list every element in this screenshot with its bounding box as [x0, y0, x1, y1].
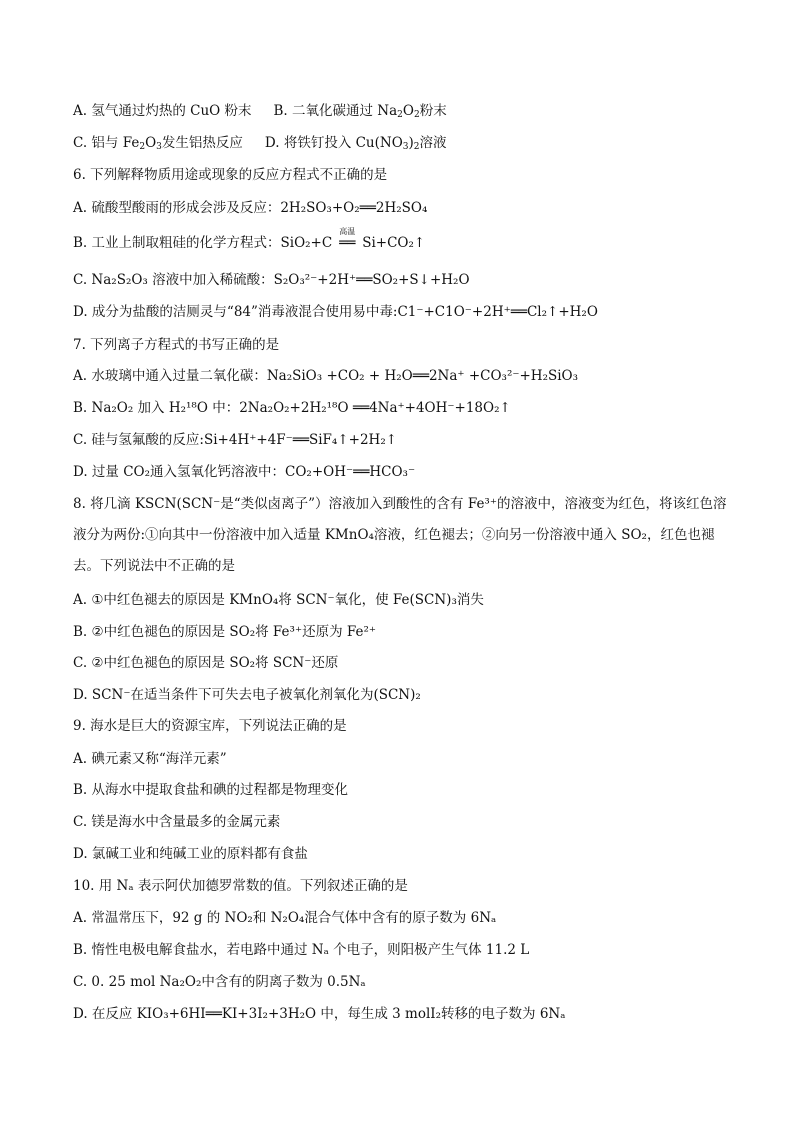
- q8-option-b: B. ②中红色褪色的原因是 SO₂将 Fe³⁺还原为 Fe²⁺: [73, 624, 377, 640]
- q5-options-row1: [73, 101, 447, 125]
- q6-option-a: A. 硫酸型酸雨的形成会涉及反应：2H₂SO₃+O₂══2H₂SO₄: [73, 200, 428, 216]
- q5-option-b: B. 二氧化碳通过 $Na_2O_2$粉末: [273, 103, 447, 120]
- q6-option-d: D. 成分为盐酸的洁厕灵与“84”消毒液混合使用易中毒:C1⁻+C1O⁻+2H⁺══Cl₂↑+H₂O: [73, 304, 598, 320]
- q9-option-c: C. 镁是海水中含量最多的金属元素: [73, 814, 281, 830]
- q5-option-a: A. 氢气通过灼热的 CuO 粉末: [73, 103, 252, 119]
- q9-option-b: B. 从海水中提取食盐和碘的过程都是物理变化: [73, 782, 349, 798]
- q6-option-b: B. 工业上制取粗硅的化学方程式：SiO₂+C 高温 ══ Si+CO₂↑: [73, 227, 426, 251]
- q8-option-d: D. SCN⁻在适当条件下可失去电子被氧化剂氧化为(SCN)₂: [73, 687, 421, 703]
- q9-stem: 9. 海水是巨大的资源宝库，下列说法正确的是: [73, 718, 347, 734]
- q10-stem: 10. 用 Nₐ 表示阿伏加德罗常数的值。下列叙述正确的是: [73, 878, 408, 894]
- q10-option-c: C. 0. 25 mol Na₂O₂中含有的阴离子数为 0.5Nₐ: [73, 974, 366, 990]
- q7-option-c: C. 硅与氢氟酸的反应:Si+4H⁺+4F⁻══SiF₄↑+2H₂↑: [73, 432, 398, 448]
- q8-option-c: C. ②中红色褪色的原因是 SO₂将 SCN⁻还原: [73, 655, 339, 671]
- q7-option-a: A. 水玻璃中通入过量二氧化碳：Na₂SiO₃ +CO₂ + H₂O══2Na⁺ +CO₃²⁻+H₂SiO₃: [73, 368, 579, 384]
- q7-option-d: D. 过量 CO₂通入氢氧化钙溶液中：CO₂+OH⁻══HCO₃⁻: [73, 464, 416, 480]
- q7-option-b: B. Na₂O₂ 加入 H₂¹⁸O 中：2Na₂O₂+2H₂¹⁸O ══4Na⁺+4OH⁻+18O₂↑: [73, 400, 511, 416]
- q9-option-d: D. 氯碱工业和纯碱工业的原料都有食盐: [73, 846, 308, 862]
- q10-option-a: A. 常温常压下，92 g 的 NO₂和 N₂O₄混合气体中含有的原子数为 6Nₐ: [73, 910, 497, 926]
- high-temp-equals-sign: 高温 ══: [339, 227, 356, 251]
- q10-option-d: D. 在反应 KIO₃+6HI══KI+3I₂+3H₂O 中，每生成 3 molI₂转移的电子数为 6Nₐ: [73, 1006, 566, 1022]
- q6-option-c: C. Na₂S₂O₃ 溶液中加入稀硫酸：S₂O₃²⁻+2H⁺══SO₂+S↓+H₂O: [73, 272, 470, 288]
- q5-options-row2: [73, 133, 447, 157]
- q10-option-b: B. 惰性电极电解食盐水，若电路中通过 Nₐ 个电子，则阳极产生气体 11.2 L: [73, 942, 530, 958]
- q9-option-a: A. 碘元素又称“海洋元素”: [73, 751, 227, 767]
- q7-stem: 7. 下列离子方程式的书写正确的是: [73, 337, 280, 353]
- q5-option-c: C. 铝与 $Fe_2O_3$发生铝热反应: [73, 135, 243, 152]
- q5-option-d: D. 将铁钉投入 $Cu(NO_3)_2$溶液: [264, 135, 447, 152]
- q8-option-a: A. ①中红色褪去的原因是 KMnO₄将 SCN⁻氧化，使 Fe(SCN)₃消失: [73, 592, 484, 608]
- q8-stem: 8. 将几滴 KSCN(SCN⁻是“类似卤离子”）溶液加入到酸性的含有 Fe³⁺的溶液中，溶液变为红色，将该红色溶液分为两份:①向其中一份溶液中加入适量 KMnO₄溶液，红色褪去；②向另一份溶液中通入 SO₂，红色也褪去。下列说法中不正确的是: [73, 496, 727, 574]
- q6-stem: 6. 下列解释物质用途或现象的反应方程式不正确的是: [73, 167, 388, 183]
